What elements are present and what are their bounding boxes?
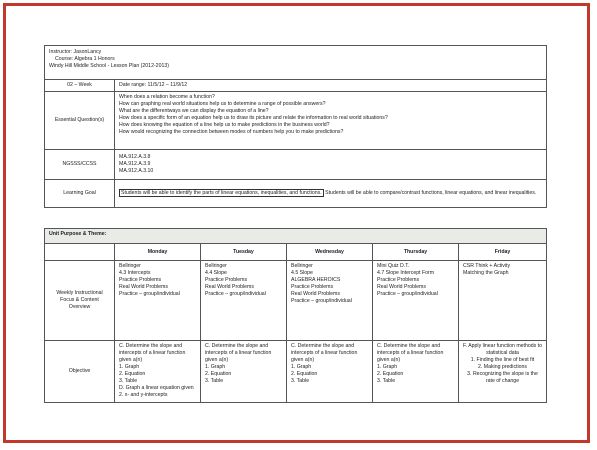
standard-item: MA.912.A.3.10 xyxy=(119,168,154,174)
day-header-friday: Friday xyxy=(459,244,547,261)
goal-text xyxy=(115,180,547,208)
standards-row xyxy=(45,150,547,180)
objective-line: C. Determine the slope and intercepts of a linear function given a(n) xyxy=(377,343,444,363)
weekly-line: Practice Problems xyxy=(205,277,248,283)
objective-line: 1. Graph xyxy=(291,364,312,370)
essential-question: What are the differentways we can display the equation of a line? xyxy=(119,108,269,114)
objective-line: 2. Equation xyxy=(119,371,146,377)
objective-line: C. Determine the slope and intercepts of a linear function given a(n) xyxy=(291,343,358,363)
weekly-line: Real World Problems xyxy=(377,284,426,290)
weekly-label: Weekly Instructional Focus & Content Overview xyxy=(45,261,115,341)
weekly-line: 4.3 Intercepts xyxy=(119,270,151,276)
weekly-line: Mini Quiz D.T. xyxy=(377,263,410,269)
day-header-monday: Monday xyxy=(115,244,201,261)
objective-line: 3. Table xyxy=(377,378,396,384)
weekly-line: Practice Problems xyxy=(119,277,162,283)
unit-title-row xyxy=(45,229,547,244)
objective-line: 3. Table xyxy=(119,378,138,384)
weekly-line: Real World Problems xyxy=(119,284,168,290)
goal-rest-text: Students will be able to compare/contrast functions, linear equations, and linear inequalities. xyxy=(323,190,537,196)
objective-line: 2. Equation xyxy=(205,371,232,377)
essential-question: How would recognizing the connection between modes of numbers help you to make predictions? xyxy=(119,129,344,135)
goal-row xyxy=(45,180,547,208)
standard-item: MA.912.A.3.8 xyxy=(119,154,151,160)
weekly-cell-thursday xyxy=(373,261,459,341)
weekly-line: CSR Think + Activity xyxy=(463,263,511,269)
objective-cell-friday xyxy=(459,341,547,403)
day-header-tuesday: Tuesday xyxy=(201,244,287,261)
weekly-line: Real World Problems xyxy=(205,284,254,290)
weekly-line: Practice – group/individual xyxy=(291,298,352,304)
week-row xyxy=(45,80,547,92)
lesson-plan-document xyxy=(44,45,547,403)
day-header-wednesday: Wednesday xyxy=(287,244,373,261)
objective-line: 1. Finding the line of best fit xyxy=(470,357,535,363)
top-table xyxy=(44,79,547,208)
objective-line: 2. Equation xyxy=(377,371,404,377)
objective-line: 3. Table xyxy=(205,378,224,384)
instructor-line: Instructor: JasonLancy xyxy=(49,49,102,55)
weekly-cell-monday xyxy=(115,261,201,341)
day-header-empty xyxy=(45,244,115,261)
essential-question: How can graphing real world situations help us to determine a range of possible answers? xyxy=(119,101,326,107)
objective-line: D. Graph a linear equation given xyxy=(119,385,194,391)
objective-line: 1. Graph xyxy=(377,364,398,370)
essential-label: Essential Question(s) xyxy=(45,92,115,150)
objective-line: 2. Equation xyxy=(291,371,318,377)
essential-question: How does a specific form of an equation help us to draw its picture and relate the information to real world situations? xyxy=(119,115,388,121)
objective-line: 3. Recognizing the slope is the rate of change xyxy=(467,371,538,384)
unit-table xyxy=(44,228,547,403)
objective-line: C. Determine the slope and intercepts of a linear function given a(n) xyxy=(119,343,186,363)
weekly-row xyxy=(45,261,547,341)
weekly-line: Bellringer xyxy=(291,263,313,269)
weekly-line: Practice – group/individual xyxy=(205,291,266,297)
weekly-line: Practice – group/individual xyxy=(119,291,180,297)
objective-line: 1. Graph xyxy=(119,364,140,370)
objective-row xyxy=(45,341,547,403)
school-line: Windy Hill Middle School - Lesson Plan (2012-2013) xyxy=(49,63,169,69)
standards-label: NGSSS/CCSS xyxy=(45,150,115,180)
objective-cell-thursday xyxy=(373,341,459,403)
weekly-line: 4.5 Slope xyxy=(291,270,313,276)
objective-label: Objective xyxy=(45,341,115,403)
weekly-cell-tuesday xyxy=(201,261,287,341)
document-header xyxy=(44,45,547,79)
weekly-cell-wednesday xyxy=(287,261,373,341)
day-header-thursday: Thursday xyxy=(373,244,459,261)
essential-row xyxy=(45,92,547,150)
weekly-line: Matching the Graph xyxy=(463,270,509,276)
objective-line: 2. x- and y-intercepts xyxy=(119,392,168,398)
weekly-line: ALGEBRA HEROICS xyxy=(291,277,341,283)
objective-line: 1. Graph xyxy=(205,364,226,370)
date-range: Date range: 11/5/12 – 11/9/12 xyxy=(115,80,547,92)
goal-boxed-text: Students will be able to identify the parts of linear equations, inequalities, and functions. xyxy=(121,190,322,196)
objective-cell-tuesday xyxy=(201,341,287,403)
course-line: Course: Algebra 1 Honors xyxy=(55,56,115,62)
objective-line: 3. Table xyxy=(291,378,310,384)
weekly-line: Bellringer xyxy=(119,263,141,269)
day-header-row xyxy=(45,244,547,261)
objective-line: C. Determine the slope and intercepts of a linear function given a(n) xyxy=(205,343,272,363)
weekly-line: Practice Problems xyxy=(291,284,334,290)
weekly-line: 4.4 Slope xyxy=(205,270,227,276)
objective-line: 2. Making predictions xyxy=(477,364,528,370)
weekly-line: Real World Problems xyxy=(291,291,340,297)
weekly-line: Bellringer xyxy=(205,263,227,269)
essential-question: How does knowing the equation of a line help us to make predictions in the business world? xyxy=(119,122,330,128)
essential-questions xyxy=(115,92,547,150)
unit-title: Unit Purpose & Theme: xyxy=(45,229,547,244)
objective-cell-monday xyxy=(115,341,201,403)
standards-list xyxy=(115,150,547,180)
standard-item: MA.912.A.3.9 xyxy=(119,161,151,167)
weekly-line: 4.7 Slope Intercept Form xyxy=(377,270,435,276)
objective-line: F. Apply linear function methods to statistical data xyxy=(463,343,543,356)
weekly-line: Practice Problems xyxy=(377,277,420,283)
weekly-line: Practice – group/individual xyxy=(377,291,438,297)
week-label: 02 – Week xyxy=(45,80,115,92)
essential-question: When does a relation become a function? xyxy=(119,94,215,100)
weekly-cell-friday xyxy=(459,261,547,341)
goal-label: Learning Goal xyxy=(45,180,115,208)
objective-cell-wednesday xyxy=(287,341,373,403)
